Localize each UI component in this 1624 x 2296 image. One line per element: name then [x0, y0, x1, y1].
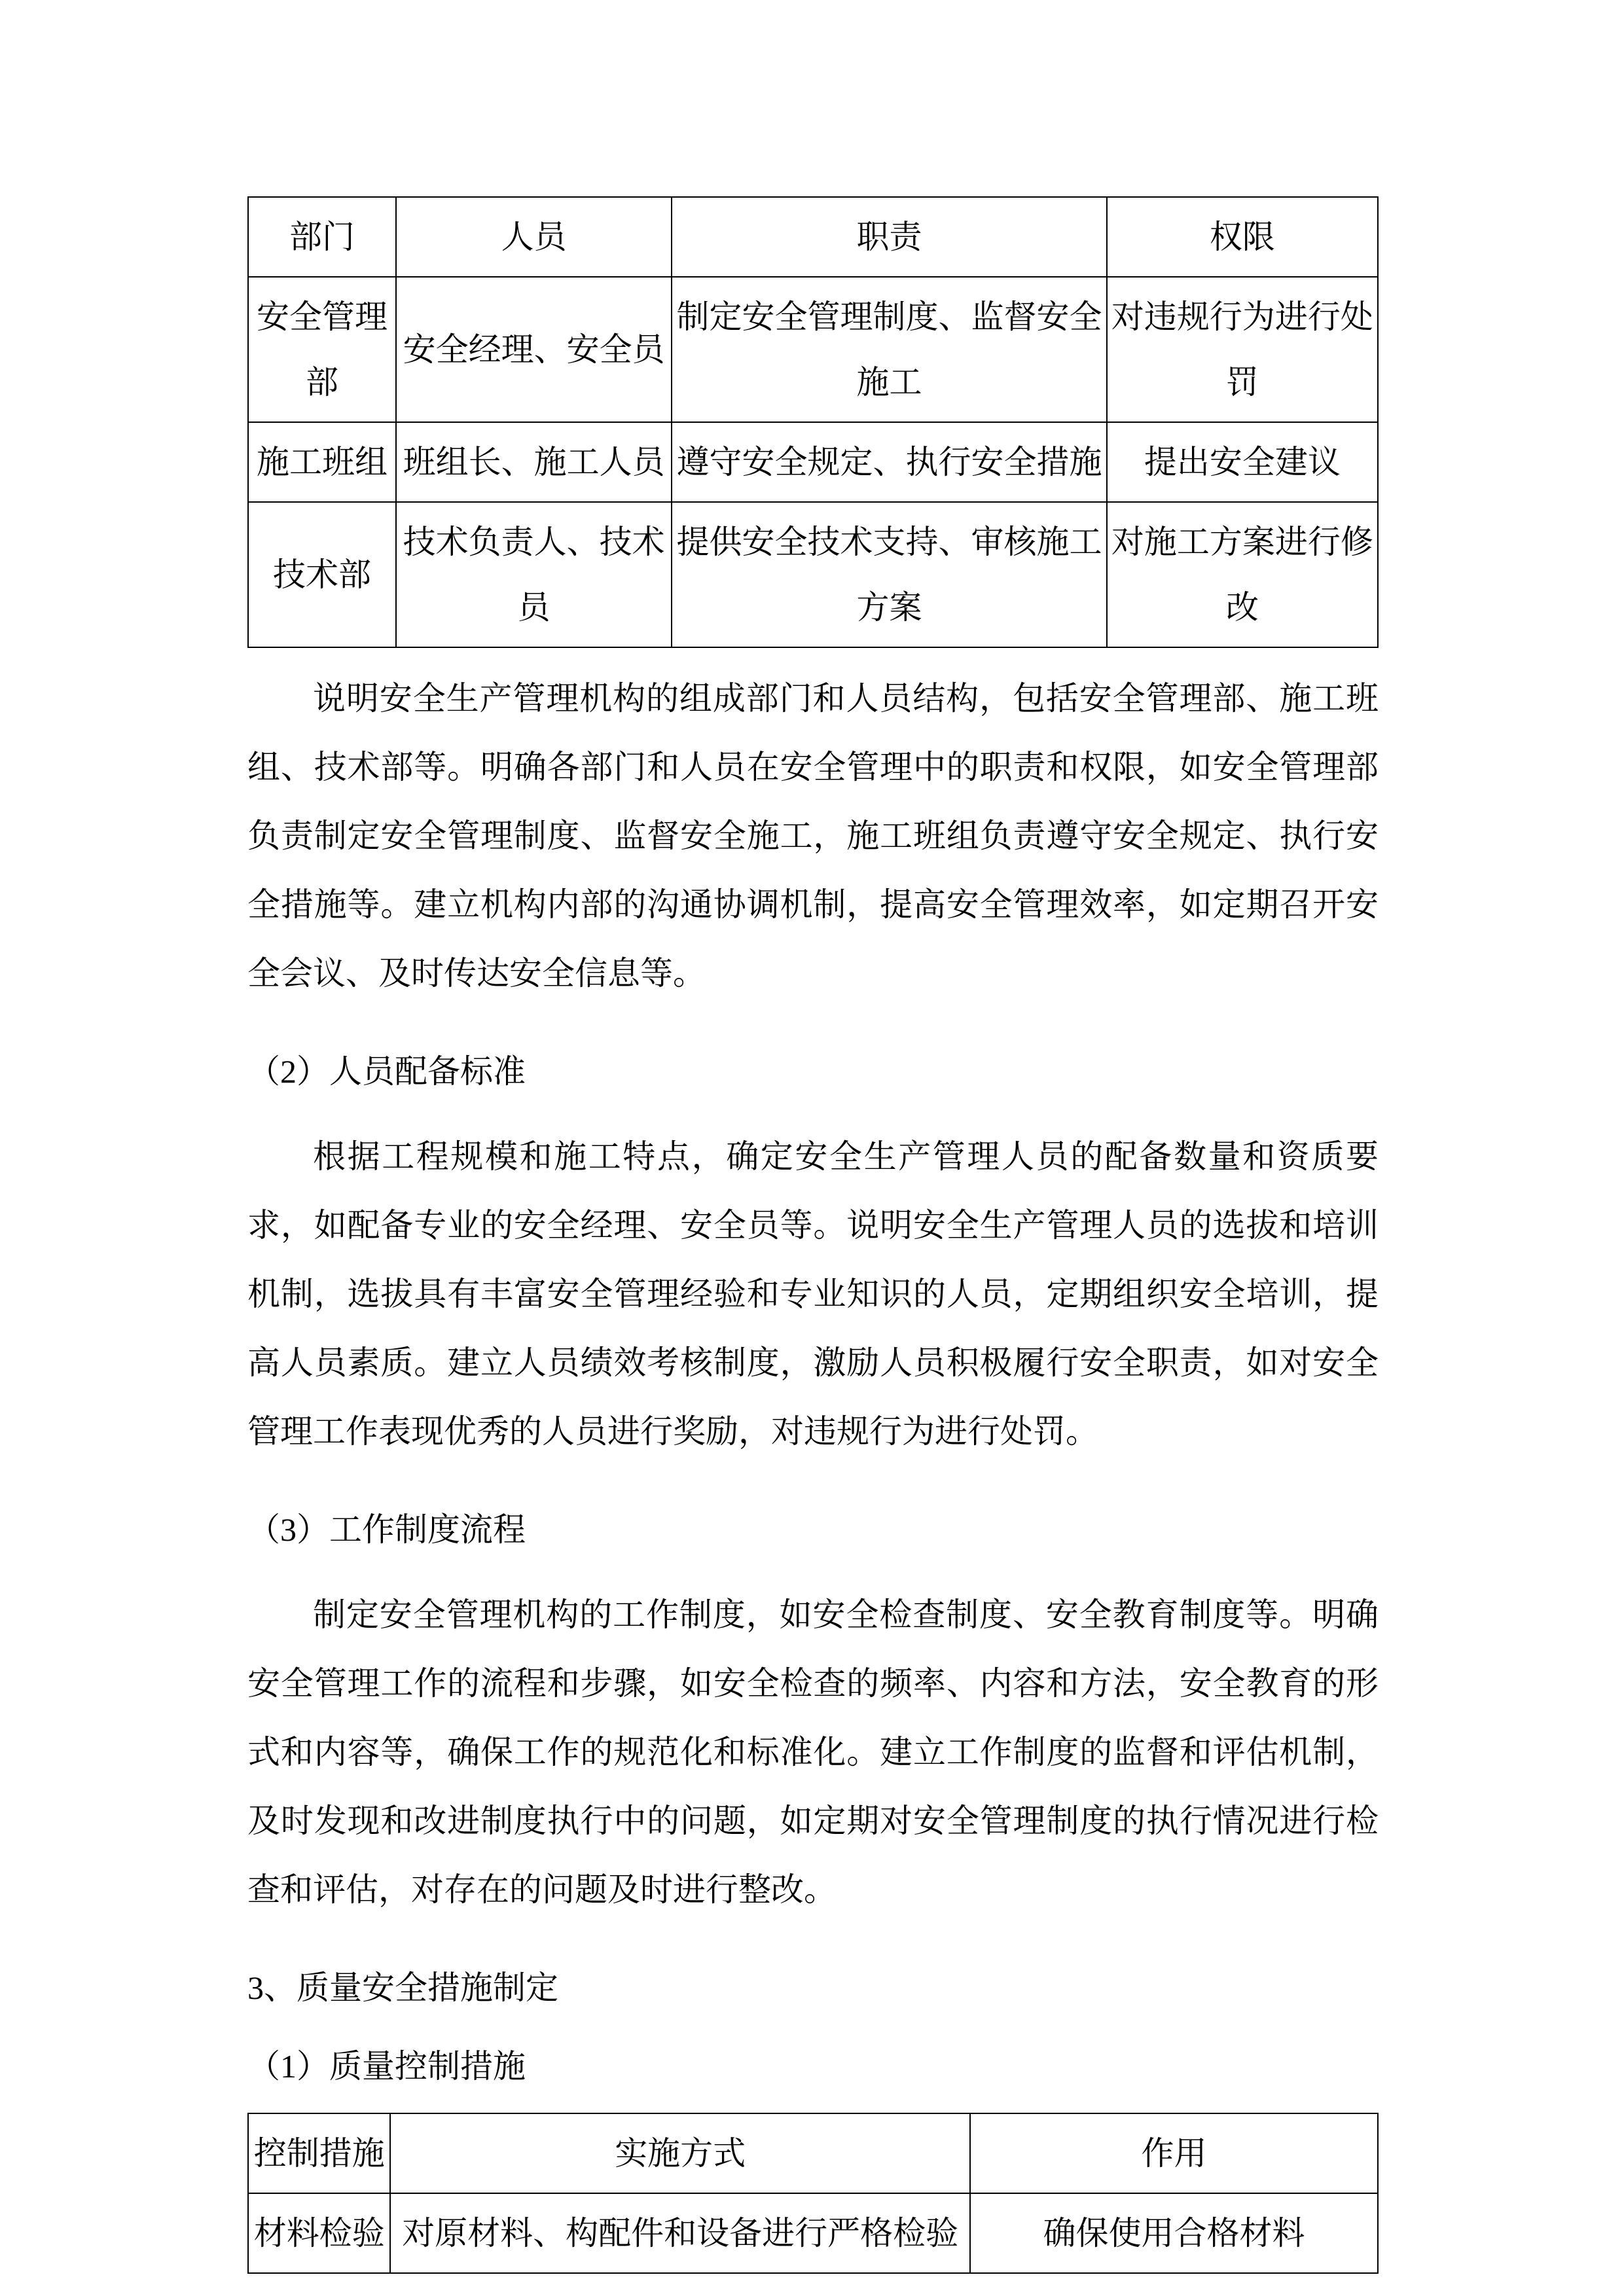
org-table — [247, 196, 1379, 648]
org-table-cell: 制定安全管理制度、监督安全施工 — [672, 277, 1107, 422]
org-table-cell: 安全经理、安全员 — [396, 277, 672, 422]
org-table-row — [248, 502, 1378, 647]
org-table-header-cell-department: 部门 — [248, 197, 396, 277]
heading-section-3: 3、质量安全措施制定 — [247, 1969, 558, 2006]
org-table-row — [248, 422, 1378, 502]
org-table-header-cell-duty: 职责 — [672, 197, 1107, 277]
quality-table-header-cell-effect: 作用 — [970, 2113, 1378, 2193]
org-table-row — [248, 277, 1378, 422]
quality-table-header-cell-method: 实施方式 — [390, 2113, 969, 2193]
quality-table-header-row — [248, 2113, 1378, 2193]
org-table-cell: 施工班组 — [248, 422, 396, 502]
quality-table-cell: 确保使用合格材料 — [970, 2193, 1378, 2273]
paragraph-staffing-standard: 根据工程规模和施工特点，确定安全生产管理人员的配备数量和资质要求，如配备专业的安全经理、安全员等。说明安全生产管理人员的选拔和培训机制，选拔具有丰富安全管理经验和专业知识的人员，定期组织安全培训，提高人员素质。建立人员绩效考核制度，激励人员积极履行安全职责，如对安全管理工作表现优秀的人员进行奖励，对违规行为进行处罚。 — [247, 1138, 1379, 1450]
quality-table-row — [248, 2193, 1378, 2273]
heading-work-system: （3）工作制度流程 — [247, 1511, 526, 1548]
quality-table-header-cell-measure: 控制措施 — [248, 2113, 390, 2193]
org-table-cell: 对违规行为进行处罚 — [1107, 277, 1378, 422]
org-table-header-cell-authority: 权限 — [1107, 197, 1378, 277]
org-table-cell: 遵守安全规定、执行安全措施 — [672, 422, 1107, 502]
heading-quality-control: （1）质量控制措施 — [247, 2048, 526, 2085]
org-table-cell: 技术负责人、技术员 — [396, 502, 672, 647]
org-table-cell: 技术部 — [248, 502, 396, 647]
heading-staffing-standard: （2）人员配备标准 — [247, 1053, 526, 1090]
quality-table-cell: 对原材料、构配件和设备进行严格检验 — [390, 2193, 969, 2273]
quality-table-container — [247, 2113, 1379, 2274]
org-table-cell: 安全管理部 — [248, 277, 396, 422]
org-table-cell: 班组长、施工人员 — [396, 422, 672, 502]
org-table-cell: 对施工方案进行修改 — [1107, 502, 1378, 647]
paragraph-work-system: 制定安全管理机构的工作制度，如安全检查制度、安全教育制度等。明确安全管理工作的流程和步骤，如安全检查的频率、内容和方法，安全教育的形式和内容等，确保工作的规范化和标准化。建立工作制度的监督和评估机制，及时发现和改进制度执行中的问题，如定期对安全管理制度的执行情况进行检查和评估，对存在的问题及时进行整改。 — [247, 1596, 1379, 1908]
org-table-header-row — [248, 197, 1378, 277]
paragraph-org-description: 说明安全生产管理机构的组成部门和人员结构，包括安全管理部、施工班组、技术部等。明确各部门和人员在安全管理中的职责和权限，如安全管理部负责制定安全管理制度、监督安全施工，施工班组负责遵守安全规定、执行安全措施等。建立机构内部的沟通协调机制，提高安全管理效率，如定期召开安全会议、及时传达安全信息等。 — [247, 680, 1379, 992]
quality-table-cell: 材料检验 — [248, 2193, 390, 2273]
org-table-cell: 提供安全技术支持、审核施工方案 — [672, 502, 1107, 647]
quality-table — [247, 2113, 1379, 2274]
org-table-header-cell-personnel: 人员 — [396, 197, 672, 277]
org-table-cell: 提出安全建议 — [1107, 422, 1378, 502]
